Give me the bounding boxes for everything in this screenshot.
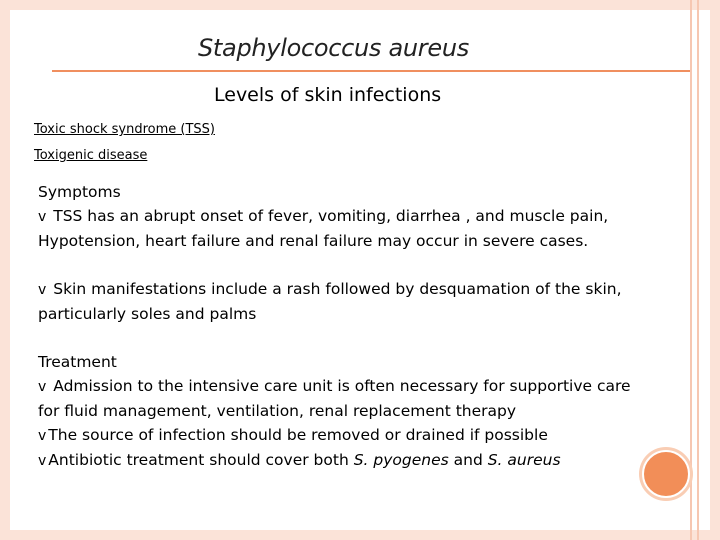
treatment-point-1	[38, 374, 682, 399]
species-s-pyogenes: S. pyogenes	[353, 451, 449, 469]
treatment-point-1-line1: Admission to the intensive care unit is often necessary for supportive care	[53, 377, 631, 395]
symptom-point-1-line1: TSS has an abrupt onset of fever, vomiting, diarrhea , and muscle pain,	[53, 207, 609, 225]
symptom-point-2	[38, 277, 682, 302]
diamond-bullet-icon: v	[38, 453, 47, 469]
symptom-point-1	[38, 204, 682, 229]
symptoms-heading: Symptoms	[38, 183, 121, 201]
treatment-point-2	[38, 423, 682, 448]
diamond-bullet-icon: v	[38, 209, 47, 225]
diamond-bullet-icon: v	[38, 428, 47, 444]
slide-title: Staphylococcus aureus	[198, 34, 469, 62]
diamond-bullet-icon: v	[38, 379, 47, 395]
decorative-orange-circle	[642, 450, 690, 498]
tag-tss: Toxic shock syndrome (TSS)	[34, 122, 215, 137]
species-s-aureus: S. aureus	[487, 451, 561, 469]
slide-body	[38, 180, 682, 473]
treatment-heading: Treatment	[38, 353, 117, 371]
treatment-point-3-mid: and	[448, 451, 488, 469]
symptom-point-2-line2: particularly soles and palms	[38, 305, 257, 323]
slide-subtitle: Levels of skin infections	[214, 84, 442, 106]
diamond-bullet-icon: v	[38, 282, 47, 298]
treatment-point-3-prefix: Antibiotic treatment should cover both	[48, 451, 354, 469]
tag-toxigenic: Toxigenic disease	[34, 148, 148, 163]
symptom-point-1-line2: Hypotension, heart failure and renal failure may occur in severe cases.	[38, 232, 589, 250]
symptom-point-2-line1: Skin manifestations include a rash followed by desquamation of the skin,	[53, 280, 622, 298]
spacer	[38, 253, 682, 277]
treatment-point-3	[38, 448, 682, 473]
title-underline-rule	[52, 70, 690, 72]
treatment-point-1-line2: for fluid management, ventilation, renal replacement therapy	[38, 402, 517, 420]
spacer	[38, 326, 682, 350]
treatment-point-2-text: The source of infection should be removed or drained if possible	[48, 426, 548, 444]
right-border-line	[690, 0, 692, 540]
right-border-line-outer	[697, 0, 699, 540]
